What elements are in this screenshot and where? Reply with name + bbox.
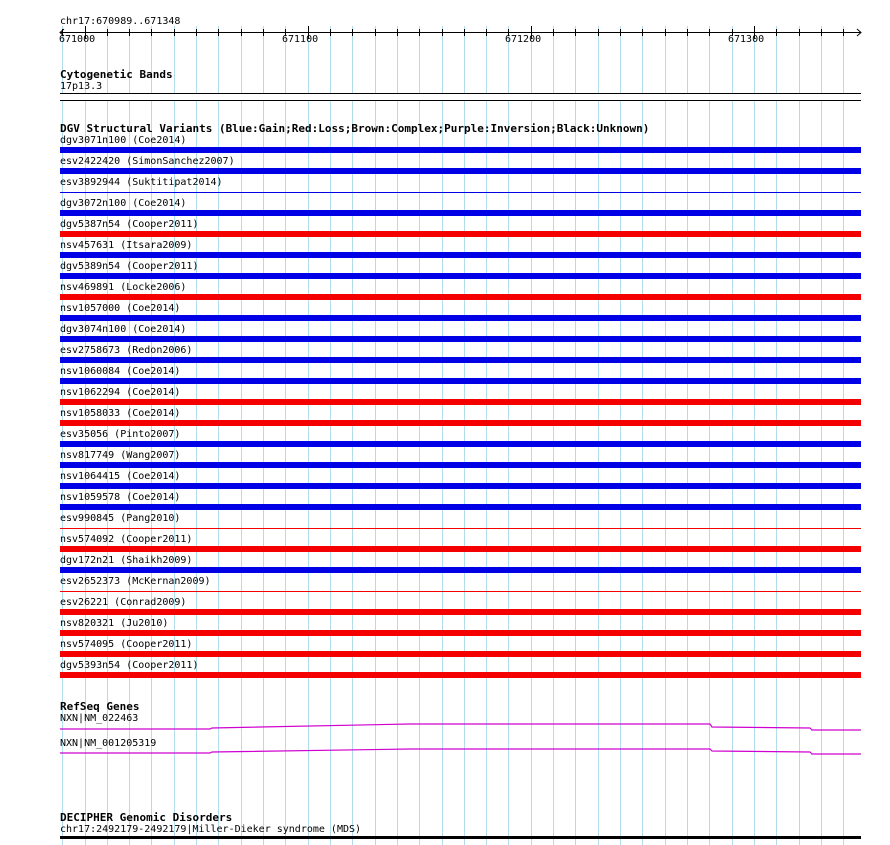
dgv-variant-bar[interactable]	[60, 231, 861, 237]
dgv-variant-bar[interactable]	[60, 399, 861, 405]
dgv-variant-bar[interactable]	[60, 528, 861, 529]
dgv-variant-bar[interactable]	[60, 651, 861, 657]
dgv-variant-label[interactable]: dgv3074n100 (Coe2014)	[60, 324, 187, 335]
gene-label[interactable]: NXN|NM_001205319	[60, 738, 157, 749]
dgv-variant-bar[interactable]	[60, 609, 861, 615]
dgv-variant-bar[interactable]	[60, 147, 861, 153]
decipher-track-title: DECIPHER Genomic Disorders	[60, 811, 233, 824]
gene-label[interactable]: NXN|NM_022463	[60, 713, 139, 724]
gene-model-nm-001205319[interactable]	[60, 749, 861, 754]
dgv-variant-bar[interactable]	[60, 504, 861, 510]
dgv-variant-label[interactable]: dgv5389n54 (Cooper2011)	[60, 261, 199, 272]
dgv-variant-bar[interactable]	[60, 357, 861, 363]
ruler-tick-label: 671300	[728, 34, 765, 45]
dgv-variant-label[interactable]: nsv820321 (Ju2010)	[60, 618, 169, 629]
dgv-variant-label[interactable]: nsv1057000 (Coe2014)	[60, 303, 181, 314]
decipher-disorder-bar[interactable]	[60, 836, 861, 839]
gene-model-nm-022463[interactable]	[60, 724, 861, 730]
cytoband-label: 17p13.3	[60, 81, 103, 92]
ruler-tick-label: 671200	[505, 34, 542, 45]
dgv-variant-label[interactable]: esv35056 (Pinto2007)	[60, 429, 181, 440]
dgv-variant-label[interactable]: esv990845 (Pang2010)	[60, 513, 181, 524]
dgv-variant-bar[interactable]	[60, 567, 861, 573]
cytoband-bar[interactable]	[60, 93, 861, 101]
dgv-variant-label[interactable]: esv26221 (Conrad2009)	[60, 597, 187, 608]
dgv-variant-label[interactable]: nsv1059578 (Coe2014)	[60, 492, 181, 503]
dgv-variant-label[interactable]: nsv1064415 (Coe2014)	[60, 471, 181, 482]
dgv-variant-label[interactable]: nsv574095 (Cooper2011)	[60, 639, 193, 650]
dgv-variant-label[interactable]: esv2758673 (Redon2006)	[60, 345, 193, 356]
dgv-variant-label[interactable]: nsv1060084 (Coe2014)	[60, 366, 181, 377]
ruler-location-label: chr17:670989..671348	[60, 16, 181, 27]
dgv-variant-label[interactable]: dgv5393n54 (Cooper2011)	[60, 660, 199, 671]
dgv-variant-bar[interactable]	[60, 630, 861, 636]
cytobands-track-title: Cytogenetic Bands	[60, 68, 173, 81]
dgv-variant-bar[interactable]	[60, 378, 861, 384]
dgv-variant-bar[interactable]	[60, 294, 861, 300]
dgv-variant-bar[interactable]	[60, 462, 861, 468]
dgv-variant-bar[interactable]	[60, 672, 861, 678]
dgv-variant-bar[interactable]	[60, 315, 861, 321]
dgv-variant-label[interactable]: esv3892944 (Suktitipat2014)	[60, 177, 223, 188]
dgv-variant-bar[interactable]	[60, 483, 861, 489]
dgv-variant-bar[interactable]	[60, 252, 861, 258]
dgv-variant-bar[interactable]	[60, 441, 861, 447]
dgv-variant-label[interactable]: nsv574092 (Cooper2011)	[60, 534, 193, 545]
ruler-tick-label: 671100	[282, 34, 319, 45]
dgv-variant-bar[interactable]	[60, 546, 861, 552]
dgv-variant-label[interactable]: dgv3072n100 (Coe2014)	[60, 198, 187, 209]
refseq-track-title: RefSeq Genes	[60, 700, 140, 713]
dgv-variant-bar[interactable]	[60, 168, 861, 174]
dgv-track-title: DGV Structural Variants (Blue:Gain;Red:Loss;Brown:Complex;Purple:Inversion;Black:Unknown)	[60, 122, 650, 135]
dgv-variant-label[interactable]: dgv172n21 (Shaikh2009)	[60, 555, 193, 566]
dgv-variant-bar[interactable]	[60, 210, 861, 216]
dgv-variant-label[interactable]: esv2422420 (SimonSanchez2007)	[60, 156, 235, 167]
dgv-variant-bar[interactable]	[60, 273, 861, 279]
dgv-variant-bar[interactable]	[60, 420, 861, 426]
dgv-variant-bar[interactable]	[60, 591, 861, 592]
dgv-variant-label[interactable]: esv2652373 (McKernan2009)	[60, 576, 211, 587]
dgv-variant-label[interactable]: nsv457631 (Itsara2009)	[60, 240, 193, 251]
refseq-gene-models	[0, 715, 890, 775]
dgv-variant-bar[interactable]	[60, 192, 861, 193]
dgv-variant-label[interactable]: nsv817749 (Wang2007)	[60, 450, 181, 461]
dgv-variant-label[interactable]: dgv5387n54 (Cooper2011)	[60, 219, 199, 230]
ruler-tick-label: 671000	[59, 34, 96, 45]
dgv-variant-label[interactable]: nsv1058033 (Coe2014)	[60, 408, 181, 419]
dgv-variant-bar[interactable]	[60, 336, 861, 342]
dgv-variant-label[interactable]: nsv469891 (Locke2006)	[60, 282, 187, 293]
dgv-variant-label[interactable]: nsv1062294 (Coe2014)	[60, 387, 181, 398]
dgv-variant-label[interactable]: dgv3071n100 (Coe2014)	[60, 135, 187, 146]
decipher-entry-label[interactable]: chr17:2492179-2492179|Miller-Dieker syndrome (MDS)	[60, 824, 362, 835]
